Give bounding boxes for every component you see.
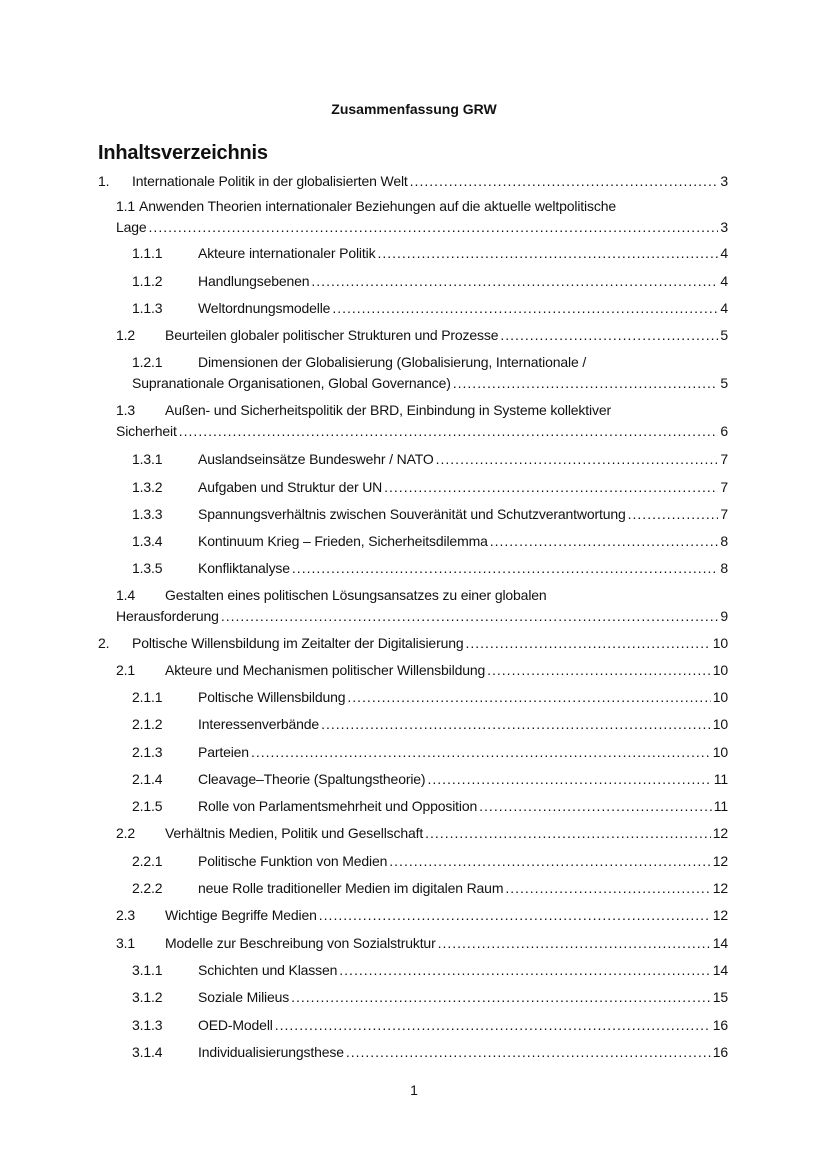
toc-entry-number: 2. [98,635,110,651]
toc-entry[interactable] [98,633,728,654]
toc-entry-page: 4 [720,300,728,316]
toc-entry-page: 11 [713,798,728,814]
toc-entry-number: 1.1.1 [132,245,163,261]
toc-entry-number: 3.1.2 [132,989,163,1005]
toc-entry-title: Individualisierungsthese [198,1044,344,1060]
toc-entry[interactable] [132,960,728,981]
toc-entry-page: 3 [720,219,728,235]
toc-entry-title: Konfliktanalyse [198,560,290,576]
toc-entry-page: 10 [712,635,728,651]
toc-entry[interactable] [132,1042,728,1063]
toc-entry-number: 1.3.3 [132,506,163,522]
toc-leader-dots [505,878,710,899]
toc-entry-number: 1.4 [116,587,136,603]
toc-entry-title: Poltische Willensbildung [198,689,346,705]
toc-entry-page: 14 [712,962,728,978]
toc-entry-page: 5 [720,327,728,343]
toc-entry[interactable] [116,823,728,844]
toc-leader-dots [389,851,710,872]
toc-entry-number: 1.1.3 [132,300,163,316]
toc-entry-title: Kontinuum Krieg – Frieden, Sicherheitsdilemma [198,533,488,549]
toc-entry-page: 7 [720,506,728,522]
toc-entry-number: 1.3.1 [132,451,163,467]
toc-entry[interactable] [132,796,728,817]
toc-entry-number: 3.1 [116,935,136,951]
toc-entry-number: 3.1.1 [132,962,163,978]
toc-entry-title-continued: Sicherheit [116,423,177,439]
toc-entry-page: 8 [720,560,728,576]
toc-entry-page: 11 [713,771,728,787]
toc-entry[interactable] [98,171,728,192]
document-title: Zusammenfassung GRW [331,101,497,117]
toc-leader-dots [410,171,719,192]
toc-entry-number: 2.1.2 [132,716,163,732]
toc-entry-page: 12 [712,853,728,869]
toc-entry[interactable] [132,987,728,1008]
toc-entry-title: Akteure internationaler Politik [198,245,376,261]
toc-entry[interactable] [116,400,728,442]
toc-entry-number: 1.2 [116,327,136,343]
toc-entry-number: 1.3.4 [132,533,163,549]
toc-entry-page: 6 [720,423,728,439]
toc-entry-title: Anwenden Theorien internationaler Beziehungen auf die aktuelle weltpolitische [139,198,616,214]
toc-entry[interactable] [132,504,728,525]
toc-leader-dots [321,714,711,735]
toc-leader-dots [149,217,719,238]
toc-leader-dots [487,660,711,681]
toc-leader-dots [251,742,711,763]
toc-entry-title: Handlungsebenen [198,273,310,289]
toc-entry-title: Wichtige Begriffe Medien [165,907,317,923]
toc-entry[interactable] [132,714,728,735]
toc-entry-title-continued: Lage [116,219,147,235]
toc-entry-page: 12 [712,907,728,923]
toc-entry-number: 3.1.4 [132,1044,163,1060]
toc-entry[interactable] [132,687,728,708]
toc-entry-page: 8 [720,533,728,549]
toc-entry-title: Interessenverbände [198,716,320,732]
toc-entry[interactable] [132,243,728,264]
toc-leader-dots [479,796,712,817]
toc-entry-page: 16 [712,1017,728,1033]
toc-entry-title: Soziale Milieus [198,989,290,1005]
toc-entry-number: 2.1.3 [132,744,163,760]
toc-entry-page: 3 [720,173,728,189]
page-number: 1 [410,1082,418,1098]
toc-entry-title-continued: Herausforderung [116,608,219,624]
toc-entry[interactable] [132,769,728,790]
toc-entry-page: 10 [712,716,728,732]
toc-entry-title: Weltordnungsmodelle [198,300,331,316]
toc-entry[interactable] [132,1015,728,1036]
toc-entry[interactable] [132,449,728,470]
toc-entry-title: Beurteilen globaler politischer Strukturen und Prozesse [165,327,499,343]
toc-entry-title: Gestalten eines politischen Lösungsansatzes zu einer globalen [165,587,547,603]
toc-entry-title: Akteure und Mechanismen politischer Willensbildung [165,662,486,678]
toc-leader-dots [490,531,719,552]
toc-leader-dots [311,271,718,292]
toc-leader-dots [427,769,711,790]
toc-entry-title: Aufgaben und Struktur der UN [198,479,383,495]
toc-entry[interactable] [132,531,728,552]
toc-entry-title: Spannungsverhältnis zwischen Souveränität und Schutzverantwortung [198,506,626,522]
toc-entry-page: 7 [720,451,728,467]
toc-entry-page: 16 [712,1044,728,1060]
toc-entry-number: 2.2 [116,825,136,841]
toc-leader-dots [500,325,718,346]
toc-leader-dots [453,373,719,394]
toc-entry-title: Auslandseinsätze Bundeswehr / NATO [198,451,434,467]
toc-entry-number: 2.3 [116,907,136,923]
toc-entry-number: 2.1.5 [132,798,163,814]
toc-entry-title: Modelle zur Beschreibung von Sozialstruktur [165,935,436,951]
toc-entry-title: Dimensionen der Globalisierung (Globalisierung, Internationale / [198,354,587,370]
toc-entry[interactable] [132,878,728,899]
toc-entry-number: 1. [98,173,110,189]
toc-entry-number: 2.1.4 [132,771,163,787]
toc-leader-dots [275,1015,711,1036]
toc-entry-number: 2.2.1 [132,853,163,869]
toc-entry-page: 14 [712,935,728,951]
toc-entry[interactable] [116,585,728,627]
toc-entry-title-continued: Supranationale Organisationen, Global Governance) [132,375,451,391]
toc-heading: Inhaltsverzeichnis [98,142,268,164]
toc-leader-dots [292,558,718,579]
toc-entry-title: Internationale Politik in der globalisierten Welt [132,173,408,189]
toc-entry-page: 5 [720,375,728,391]
toc-leader-dots [339,960,710,981]
toc-leader-dots [221,606,719,627]
toc-entry-page: 4 [720,245,728,261]
toc-entry-page: 12 [712,880,728,896]
toc-leader-dots [291,987,711,1008]
toc-entry-title: Außen- und Sicherheitspolitik der BRD, Einbindung in Systeme kollektiver [165,402,611,418]
toc-leader-dots [347,687,710,708]
toc-entry-title: Schichten und Klassen [198,962,338,978]
toc-entry-number: 1.3 [116,402,136,418]
toc-entry[interactable] [132,851,728,872]
toc-leader-dots [384,477,718,498]
toc-entry-title: Cleavage–Theorie (Spaltungstheorie) [198,771,426,787]
toc-entry[interactable] [116,905,728,926]
toc-entry[interactable] [132,742,728,763]
toc-entry-title: neue Rolle traditioneller Medien im digitalen Raum [198,880,504,896]
toc-leader-dots [465,633,710,654]
toc-leader-dots [628,504,719,525]
toc-entry-title: Parteien [198,744,249,760]
toc-entry-page: 4 [720,273,728,289]
toc-entry-number: 2.1.1 [132,689,163,705]
toc-entry-number: 2.2.2 [132,880,163,896]
toc-entry-number: 3.1.3 [132,1017,163,1033]
toc-entry[interactable] [116,325,728,346]
toc-leader-dots [425,823,711,844]
toc-entry-page: 10 [712,744,728,760]
toc-entry[interactable] [132,477,728,498]
toc-entry-page: 15 [712,989,728,1005]
toc-entry[interactable] [132,298,728,319]
toc-leader-dots [319,905,711,926]
toc-leader-dots [436,449,719,470]
toc-entry[interactable] [116,933,728,954]
toc-entry-page: 10 [712,662,728,678]
toc-entry[interactable] [132,558,728,579]
toc-entry-number: 1.3.5 [132,560,163,576]
toc-entry-page: 9 [720,608,728,624]
toc-entry-number: 2.1 [116,662,136,678]
toc-entry-title: OED-Modell [198,1017,273,1033]
toc-leader-dots [332,298,718,319]
toc-entry-title: Poltische Willensbildung im Zeitalter der Digitalisierung [132,635,464,651]
toc-entry-title: Verhältnis Medien, Politik und Gesellschaft [165,825,424,841]
toc-entry[interactable] [116,196,728,238]
toc-entry-page: 10 [712,689,728,705]
toc-entry-title: Politische Funktion von Medien [198,853,388,869]
toc-entry[interactable] [132,271,728,292]
toc-entry-number: 1.3.2 [132,479,163,495]
toc-entry-number: 1.2.1 [132,354,163,370]
toc-entry-number: 1.1.2 [132,273,163,289]
toc-entry[interactable] [132,352,728,394]
toc-entry[interactable] [116,660,728,681]
toc-entry-number: 1.1 [116,198,136,214]
toc-leader-dots [346,1042,711,1063]
toc-entry-page: 7 [720,479,728,495]
toc-entry-title: Rolle von Parlamentsmehrheit und Opposition [198,798,478,814]
toc-leader-dots [377,243,718,264]
toc-entry-page: 12 [712,825,728,841]
toc-leader-dots [438,933,711,954]
toc-leader-dots [179,421,719,442]
